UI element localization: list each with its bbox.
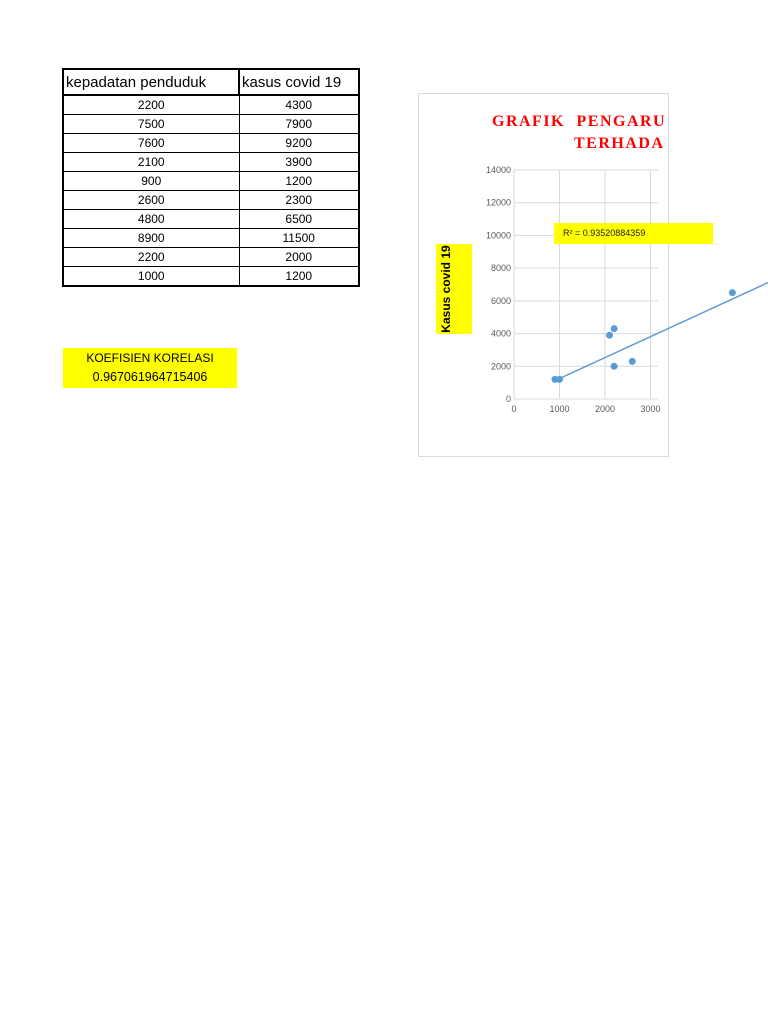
table-row bbox=[63, 134, 359, 153]
x-tick-label: 3000 bbox=[640, 404, 661, 414]
y-tick-label: 0 bbox=[505, 394, 511, 404]
table-row bbox=[63, 210, 359, 229]
cell-cases[interactable]: 11500 bbox=[239, 229, 359, 248]
y-tick-label: 4000 bbox=[490, 328, 511, 339]
column-header-cases[interactable]: kasus covid 19 bbox=[239, 69, 359, 95]
cell-cases[interactable]: 1200 bbox=[239, 267, 359, 287]
data-point bbox=[611, 325, 618, 332]
data-point bbox=[629, 358, 636, 365]
data-point bbox=[606, 332, 613, 339]
r-squared-label[interactable]: R² = 0.93520884359 bbox=[554, 223, 713, 244]
data-point bbox=[556, 376, 563, 383]
table-row bbox=[63, 267, 359, 287]
cell-cases[interactable]: 1200 bbox=[239, 172, 359, 191]
table-header-row bbox=[63, 69, 359, 95]
correlation-box[interactable] bbox=[63, 348, 237, 388]
table-row bbox=[63, 95, 359, 115]
cell-cases[interactable]: 9200 bbox=[239, 134, 359, 153]
chart-title-line1: GRAFIK PENGARU bbox=[492, 113, 667, 130]
y-tick-label: 10000 bbox=[485, 230, 511, 241]
table-row bbox=[63, 172, 359, 191]
cell-density[interactable]: 2200 bbox=[63, 248, 239, 267]
cell-density[interactable]: 2600 bbox=[63, 191, 239, 210]
table-row bbox=[63, 191, 359, 210]
cell-cases[interactable]: 2000 bbox=[239, 248, 359, 267]
y-axis-label: Kasus covid 19 bbox=[439, 245, 453, 333]
data-table bbox=[62, 68, 360, 287]
correlation-value: 0.967061964715406 bbox=[92, 370, 208, 384]
cell-density[interactable]: 1000 bbox=[63, 267, 239, 287]
y-tick-label: 12000 bbox=[485, 197, 511, 208]
y-tick-label: 8000 bbox=[490, 263, 511, 274]
cell-density[interactable]: 7600 bbox=[63, 134, 239, 153]
cell-density[interactable]: 900 bbox=[63, 172, 239, 191]
correlation-label: KOEFISIEN KORELASI bbox=[86, 351, 214, 365]
y-tick-label: 14000 bbox=[485, 165, 511, 175]
y-tick-label: 2000 bbox=[490, 361, 511, 372]
cell-cases[interactable]: 2300 bbox=[239, 191, 359, 210]
cell-cases[interactable]: 6500 bbox=[239, 210, 359, 229]
chart-title bbox=[492, 111, 666, 155]
chart-title-line2: TERHADA bbox=[574, 135, 665, 152]
cell-cases[interactable]: 3900 bbox=[239, 153, 359, 172]
cell-cases[interactable]: 7900 bbox=[239, 115, 359, 134]
cell-density[interactable]: 2100 bbox=[63, 153, 239, 172]
cell-density[interactable]: 8900 bbox=[63, 229, 239, 248]
y-tick-label: 6000 bbox=[490, 295, 511, 306]
table-row bbox=[63, 153, 359, 172]
x-tick-label: 0 bbox=[511, 404, 517, 414]
x-tick-label: 2000 bbox=[594, 404, 616, 414]
cell-density[interactable]: 2200 bbox=[63, 95, 239, 115]
data-point bbox=[729, 289, 736, 296]
table-row bbox=[63, 229, 359, 248]
data-point bbox=[611, 363, 618, 370]
cell-cases[interactable]: 4300 bbox=[239, 95, 359, 115]
column-header-density[interactable]: kepadatan penduduk bbox=[63, 69, 239, 95]
chart-panel[interactable] bbox=[418, 93, 667, 457]
table-row bbox=[63, 248, 359, 267]
table-row bbox=[63, 115, 359, 134]
table-body bbox=[63, 95, 359, 286]
cell-density[interactable]: 4800 bbox=[63, 210, 239, 229]
cell-density[interactable]: 7500 bbox=[63, 115, 239, 134]
x-tick-label: 1000 bbox=[549, 404, 570, 414]
